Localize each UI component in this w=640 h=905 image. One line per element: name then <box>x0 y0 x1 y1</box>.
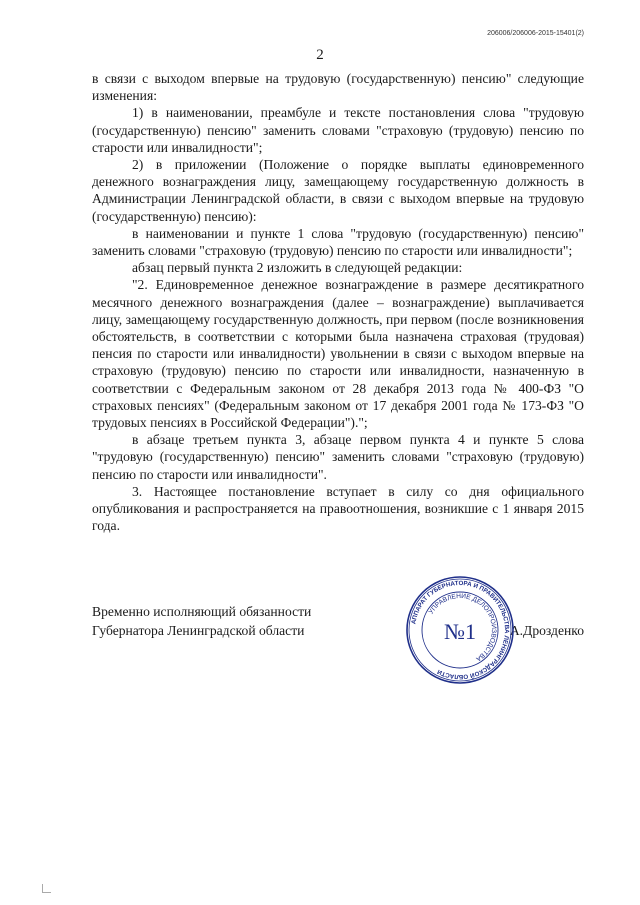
paragraph: в наименовании и пункте 1 слова "трудовую (государственную) пенсию" заменить словами "страховую (трудовую) пенсию по старости или инвалидности"; <box>92 225 584 259</box>
signatory-title-line: Губернатора Ленинградской области <box>92 623 305 638</box>
page-number: 2 <box>316 47 324 63</box>
svg-text:№1: №1 <box>444 619 476 644</box>
document-id: 206006/206006-2015-15401(2) <box>487 30 584 37</box>
official-seal <box>404 574 516 686</box>
paragraph: 3. Настоящее постановление вступает в силу со дня официального опубликования и распространяется на правоотношения, возникшие с 1 января 2015 года. <box>92 483 584 534</box>
svg-text:АППАРАТ ГУБЕРНАТОРА И ПРАВИТЕЛ: АППАРАТ ГУБЕРНАТОРА И ПРАВИТЕЛЬСТВА ЛЕНИНГРАДСКОЙ ОБЛАСТИ <box>410 579 511 681</box>
quoted-paragraph: "2. Единовременное денежное вознаграждение в размере десятикратного месячного денежного вознаграждения (далее – вознаграждение) выплачивается лицу, замещающему государственную должность, при первом (после возникновения обстоятельств, в соответствии с которыми была назначена страховая (трудовая) пенсия по старости или инвалидности) увольнении в связи с выходом впервые на страховую (трудовую) пенсию по старости или инвалидности, назначенную в соответствии с Федеральным законом от 28 декабря 2013 года № 400-ФЗ "О страховых пенсиях" (Федеральным законом от 17 декабря 2001 года № 173-ФЗ "О трудовых пенсиях в Российской Федерации")."; <box>92 277 584 431</box>
document-body <box>92 70 584 534</box>
signatory-title-line: Временно исполняющий обязанности <box>92 604 312 619</box>
paragraph: 2) в приложении (Положение о порядке выплаты единовременного денежного вознаграждения лицу, замещающему государственную должность в Администрации Ленинградской области, в связи с выходом впервые на трудовую (государственную) пенсию): <box>92 157 584 224</box>
paragraph: в связи с выходом впервые на трудовую (государственную) пенсию" следующие изменения: <box>92 71 584 104</box>
paragraph: абзац первый пункта 2 изложить в следующей редакции: <box>132 260 463 276</box>
signatory-name: А.Дрозденко <box>509 623 584 638</box>
svg-text:УПРАВЛЕНИЕ ДЕЛОПРОИЗВОДСТВА: УПРАВЛЕНИЕ ДЕЛОПРОИЗВОДСТВА <box>427 592 498 663</box>
paragraph: в абзаце третьем пункта 3, абзаце первом пункта 4 и пункте 5 слова "трудовую (государственную) пенсию" заменить словами "страховую (трудовую) пенсию по старости или инвалидности". <box>92 432 584 482</box>
scan-mark <box>42 884 51 893</box>
paragraph: 1) в наименовании, преамбуле и тексте постановления слова "трудовую (государственную) пенсию" заменить словами "страховую (трудовую) пенсию по старости или инвалидности"; <box>92 105 584 155</box>
